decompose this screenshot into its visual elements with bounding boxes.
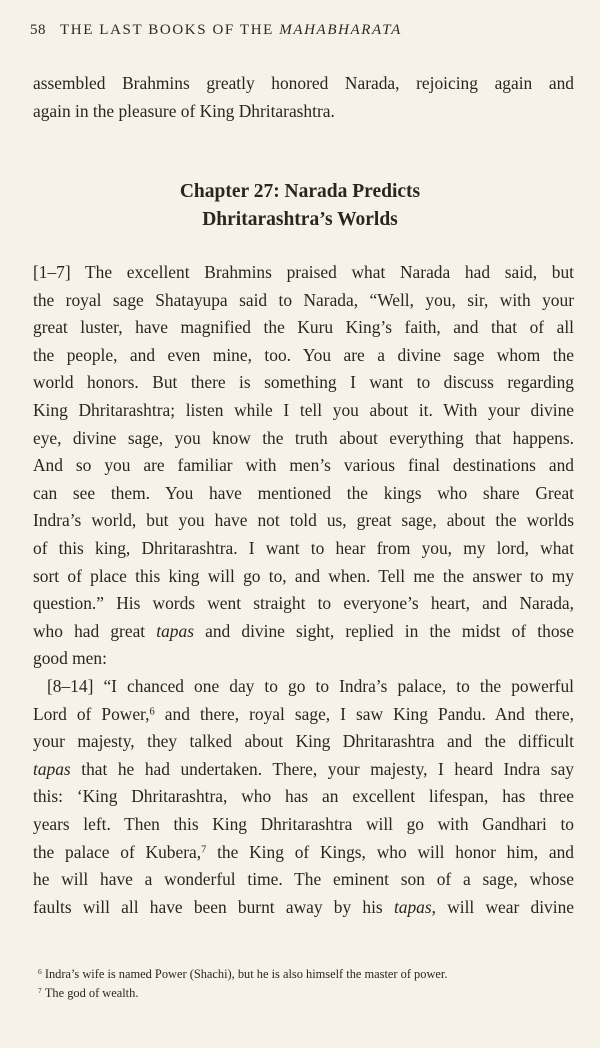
text-line: King Dhritarashtra; listen while I tell you about it. With your divine xyxy=(33,399,574,420)
footnote-ref-6[interactable]: 6 xyxy=(149,705,155,717)
italic-term: tapas xyxy=(393,896,432,917)
text-run: faults will all have been burnt away by his xyxy=(33,896,394,917)
text-line: years left. Then this King Dhritarashtra will go with Gandhari to xyxy=(33,813,574,834)
text-line: he will have a wonderful time. The eminent son of a sage, whose xyxy=(33,869,574,890)
footnote-number: 7 xyxy=(38,985,42,995)
italic-term: tapas xyxy=(156,620,194,641)
footnote-7 xyxy=(38,984,447,1003)
text-line: And so you are familiar with men’s various final destinations and xyxy=(33,455,574,476)
text-line: eye, divine sage, you know the truth about everything that happens. xyxy=(33,427,574,448)
italic-term: tapas xyxy=(33,758,71,779)
text-line xyxy=(33,839,574,867)
text-run: who had great xyxy=(33,620,157,641)
running-header xyxy=(30,22,402,39)
footnote-number: 6 xyxy=(38,966,42,976)
text-line: good men: xyxy=(33,648,107,669)
footnotes xyxy=(38,965,447,1003)
text-line xyxy=(33,701,574,729)
text-line: this: ‘King Dhritarashtra, who has an excellent lifespan, has three xyxy=(33,786,574,807)
text-line xyxy=(33,894,574,922)
footnote-text: Indra’s wife is named Power (Shachi), but he is also himself the master of power. xyxy=(44,967,448,981)
page-number: 58 xyxy=(30,22,46,38)
footnote-ref-7[interactable]: 7 xyxy=(201,843,207,855)
text-line xyxy=(33,756,574,784)
text-line: the people, and even mine, too. You are a divine sage whom the xyxy=(33,344,574,365)
intro-paragraph xyxy=(33,70,574,125)
text-run: the palace of Kubera, xyxy=(33,841,202,862)
text-line: [8–14] “I chanced one day to go to Indra’s palace, to the powerful xyxy=(47,676,574,696)
text-line: assembled Brahmins greatly honored Narada, rejoicing again and xyxy=(33,73,574,93)
text-run: that he had undertaken. There, your majesty, I heard Indra say xyxy=(70,758,574,779)
chapter-title-line-1: Chapter 27: Narada Predicts xyxy=(179,181,421,202)
text-line: great luster, have magnified the Kuru King’s faith, and that of all xyxy=(33,317,574,338)
text-line: can see them. You have mentioned the kings who share Great xyxy=(33,482,574,503)
text-line: question.” His words went straight to everyone’s heart, and Narada, xyxy=(33,593,574,614)
text-line: sort of place this king will go to, and when. Tell me the answer to my xyxy=(33,565,574,586)
running-title: THE LAST BOOKS OF THE xyxy=(60,22,274,38)
text-run: , will wear divine xyxy=(431,896,574,917)
footnote-text: The god of wealth. xyxy=(44,986,139,1000)
text-line: of this king, Dhritarashtra. I want to hear from you, my lord, what xyxy=(33,537,574,558)
text-line: the royal sage Shatayupa said to Narada, “Well, you, sir, with your xyxy=(33,289,574,310)
text-line: [1–7] The excellent Brahmins praised what Narada had said, but xyxy=(33,262,574,282)
text-run: Lord of Power, xyxy=(33,703,150,724)
text-run: and there, royal sage, I saw King Pandu. And there, xyxy=(154,703,574,724)
paragraph-1 xyxy=(33,259,574,673)
text-line: your majesty, they talked about King Dhritarashtra and the difficult xyxy=(33,731,574,752)
text-line: world honors. But there is something I want to discuss regarding xyxy=(33,372,574,393)
text-line: again in the pleasure of King Dhritarashtra. xyxy=(33,100,335,121)
chapter-heading xyxy=(0,178,600,234)
footnote-6 xyxy=(38,965,447,984)
paragraph-2 xyxy=(33,673,574,921)
chapter-title-line-2: Dhritarashtra’s Worlds xyxy=(202,209,398,230)
text-run: and divine sight, replied in the midst of those xyxy=(193,620,575,641)
text-run: the King of Kings, who will honor him, and xyxy=(206,841,574,862)
running-title-book: MAHABHARATA xyxy=(279,22,402,38)
text-line: Indra’s world, but you have not told us, great sage, about the worlds xyxy=(33,510,574,531)
text-line xyxy=(33,618,574,646)
